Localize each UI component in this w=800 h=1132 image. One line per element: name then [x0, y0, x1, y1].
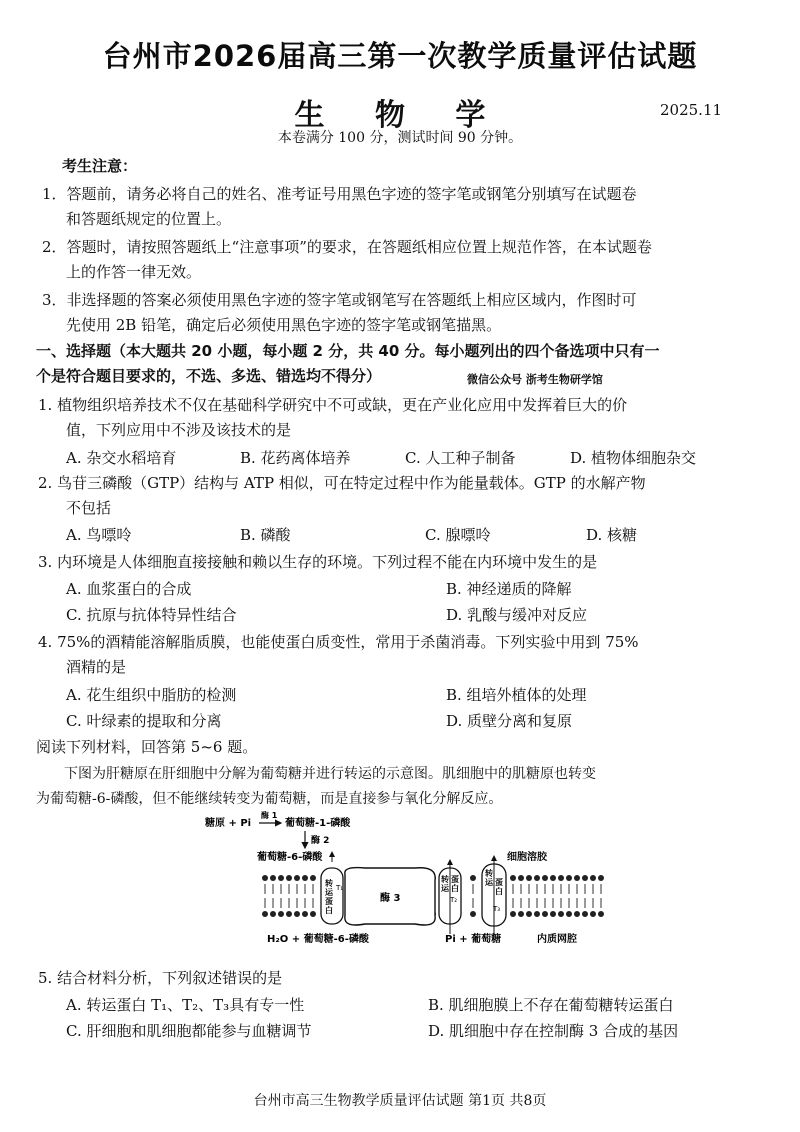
- exam-title: 台州市2026届高三第一次教学质量评估试题: [102, 39, 698, 73]
- question-3-stem: 3. 内环境是人体细胞直接接触和赖以生存的环境。下列过程不能在内环境中发生的是: [38, 553, 598, 571]
- question-5-option-d: D. 肌细胞中存在控制酶 3 合成的基因: [428, 1022, 679, 1040]
- question-5-stem: 5. 结合材料分析，下列叙述错误的是: [38, 969, 283, 987]
- question-4-option-a: A. 花生组织中脂肪的检测: [66, 686, 237, 704]
- section-1-heading-line2: 个是符合题目要求的，不选、多选、错选均不得分）: [36, 367, 382, 385]
- reading-intro: 阅读下列材料，回答第 5~6 题。: [36, 738, 258, 756]
- question-1-option-a: A. 杂交水稻培育: [66, 449, 177, 467]
- t1-subscript: T₁: [336, 884, 344, 892]
- diagram-enzyme-2: 酶 2: [311, 836, 330, 846]
- section-1-heading-line1: 一、选择题（本大题共 20 小题，每小题 2 分，共 40 分。每小题列出的四个备选项中只有一: [36, 342, 660, 360]
- transporter-t3-label: 转运 蛋白: [485, 869, 503, 896]
- question-3-option-c: C. 抗原与抗体特异性结合: [66, 606, 237, 624]
- t3-subscript: T₃: [493, 905, 501, 913]
- question-3-option-a: A. 血浆蛋白的合成: [66, 580, 192, 598]
- question-2-stem-line2: 不包括: [66, 499, 112, 517]
- reading-paragraph-line2: 为葡萄糖-6-磷酸，但不能继续转变为葡萄糖，而是直接参与氧化分解反应。: [36, 791, 503, 807]
- notice-item-2-line2: 上的作答一律无效。: [66, 263, 202, 281]
- diagram-g1p: 葡萄糖-1-磷酸: [285, 818, 351, 829]
- exam-date: 2025.11: [660, 101, 723, 119]
- notice-item-1-line2: 和答题纸规定的位置上。: [66, 210, 232, 228]
- watermark-text: 微信公众号 浙考生物研学馆: [467, 373, 603, 386]
- glycogen-transport-diagram: [195, 810, 615, 950]
- page-footer: 台州市高三生物教学质量评估试题 第1页 共8页: [253, 1093, 547, 1109]
- diagram-glycogen-pi: 糖原 + Pi: [205, 818, 252, 829]
- question-4-stem-line2: 酒精的是: [66, 658, 127, 676]
- notice-item-1-line1: 1．答题前，请务必将自己的姓名、准考证号用黑色字迹的签字笔或钢笔分别填写在试题卷: [42, 185, 637, 203]
- notice-heading: 考生注意：: [62, 157, 138, 175]
- question-2-option-d: D. 核糖: [586, 526, 638, 544]
- t2-subscript: T₂: [450, 896, 458, 904]
- question-4-option-c: C. 叶绿素的提取和分离: [66, 712, 222, 730]
- question-1-option-b: B. 花药离体培养: [240, 449, 351, 467]
- question-1-option-d: D. 植物体细胞杂交: [570, 449, 697, 467]
- question-4-option-d: D. 质壁分离和复原: [446, 712, 573, 730]
- score-time-note: 本卷满分 100 分，测试时间 90 分钟。: [277, 130, 523, 146]
- question-1-stem-line2: 值，下列应用中不涉及该技术的是: [66, 421, 292, 439]
- diagram-cytosol-label: 细胞溶胶: [507, 852, 547, 863]
- diagram-enzyme-3: 酶 3: [380, 893, 401, 904]
- diagram-er-lumen: 内质网腔: [537, 934, 577, 945]
- question-2-option-b: B. 磷酸: [240, 526, 291, 544]
- question-5-option-a: A. 转运蛋白 T₁、T₂、T₃具有专一性: [66, 996, 305, 1014]
- question-4-option-b: B. 组培外植体的处理: [446, 686, 587, 704]
- question-2-option-a: A. 鸟嘌呤: [66, 526, 132, 544]
- diagram-enzyme-1: 酶 1: [261, 811, 278, 820]
- question-3-option-b: B. 神经递质的降解: [446, 580, 572, 598]
- diagram-g6p: 葡萄糖-6-磷酸: [257, 852, 323, 863]
- reading-paragraph-line1: 下图为肝糖原在肝细胞中分解为葡萄糖并进行转运的示意图。肌细胞中的肌糖原也转变: [64, 766, 596, 782]
- question-5-option-b: B. 肌细胞膜上不存在葡萄糖转运蛋白: [428, 996, 674, 1014]
- subject-title: 生 物 学: [294, 98, 506, 133]
- question-2-option-c: C. 腺嘌呤: [425, 526, 491, 544]
- question-3-option-d: D. 乳酸与缓冲对反应: [446, 606, 588, 624]
- question-4-stem-line1: 4. 75%的酒精能溶解脂质膜，也能使蛋白质变性，常用于杀菌消毒。下列实验中用到 75%: [38, 633, 639, 651]
- diagram-bottom-left: H₂O + 葡萄糖-6-磷酸: [267, 934, 369, 945]
- transporter-t2-label: 转运蛋白: [441, 875, 459, 893]
- question-2-stem-line1: 2. 鸟苷三磷酸（GTP）结构与 ATP 相似，可在特定过程中作为能量载体。GTP 的水解产物: [38, 474, 646, 492]
- question-1-stem-line1: 1. 植物组织培养技术不仅在基础科学研究中不可或缺，更在产业化应用中发挥着巨大的价: [38, 396, 628, 414]
- transporter-t1-label: 转运蛋白: [325, 879, 333, 915]
- diagram-bottom-mid: Pi + 葡萄糖: [445, 934, 502, 945]
- question-5-option-c: C. 肝细胞和肌细胞都能参与血糖调节: [66, 1022, 312, 1040]
- notice-item-3-line2: 先使用 2B 铅笔，确定后必须使用黑色字迹的签字笔或钢笔描黑。: [66, 316, 502, 334]
- question-1-option-c: C. 人工种子制备: [405, 449, 516, 467]
- notice-item-2-line1: 2．答题时，请按照答题纸上“注意事项”的要求，在答题纸相应位置上规范作答，在本试题卷: [42, 238, 652, 256]
- notice-item-3-line1: 3．非选择题的答案必须使用黑色字迹的签字笔或钢笔写在答题纸上相应区域内，作图时可: [42, 291, 637, 309]
